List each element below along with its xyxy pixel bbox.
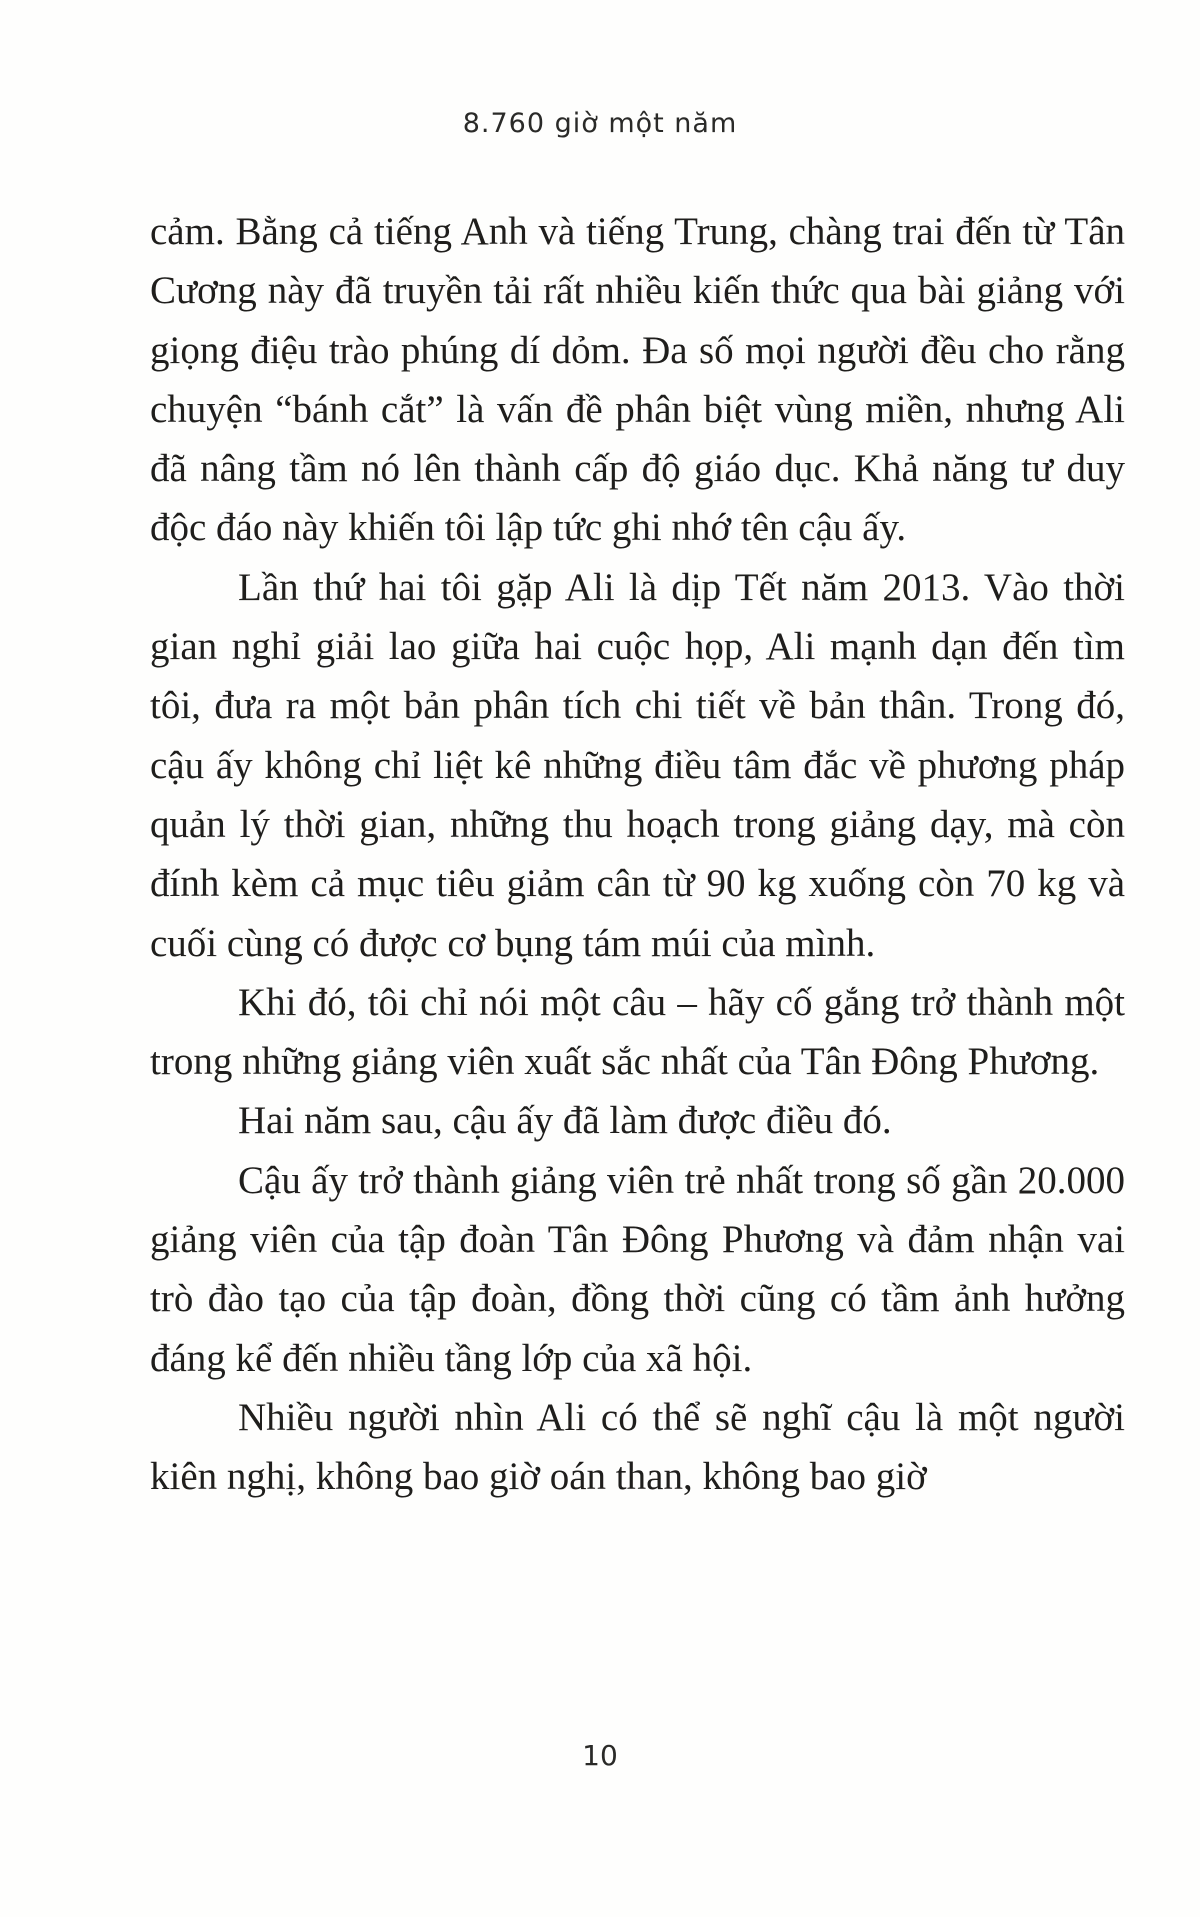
body-text: [150, 202, 1125, 1507]
running-header: 8.760 giờ một năm: [462, 108, 738, 139]
paragraph: Nhiều người nhìn Ali có thể sẽ nghĩ cậu là một người kiên nghị, không bao giờ oán than, không bao giờ: [150, 1395, 1125, 1499]
paragraph: Hai năm sau, cậu ấy đã làm được điều đó.: [238, 1099, 892, 1143]
paragraph: Lần thứ hai tôi gặp Ali là dịp Tết năm 2013. Vào thời gian nghỉ giải lao giữa hai cuộc họp, Ali mạnh dạn đến tìm tôi, đưa ra một bản phân tích chi tiết về bản thân. Trong đó, cậu ấy không chỉ liệt kê những điều tâm đắc về phương pháp quản lý thời gian, những thu hoạch trong giảng dạy, mà còn đính kèm cả mục tiêu giảm cân từ 90 kg xuống còn 70 kg và cuối cùng có được cơ bụng tám múi của mình.: [150, 565, 1125, 965]
paragraph: cảm. Bằng cả tiếng Anh và tiếng Trung, chàng trai đến từ Tân Cương này đã truyền tải rất nhiều kiến thức qua bài giảng với giọng điệu trào phúng dí dỏm. Đa số mọi người đều cho rằng chuyện “bánh cắt” là vấn đề phân biệt vùng miền, nhưng Ali đã nâng tầm nó lên thành cấp độ giáo dục. Khả năng tư duy độc đáo này khiến tôi lập tức ghi nhớ tên cậu ấy.: [150, 210, 1125, 550]
page-number: 10: [582, 1739, 618, 1772]
paragraph: Khi đó, tôi chỉ nói một câu – hãy cố gắng trở thành một trong những giảng viên xuất sắc nhất của Tân Đông Phương.: [150, 980, 1125, 1084]
paragraph: Cậu ấy trở thành giảng viên trẻ nhất trong số gần 20.000 giảng viên của tập đoàn Tân Đông Phương và đảm nhận vai trò đào tạo của tập đoàn, đồng thời cũng có tầm ảnh hưởng đáng kể đến nhiều tầng lớp của xã hội.: [150, 1158, 1125, 1380]
